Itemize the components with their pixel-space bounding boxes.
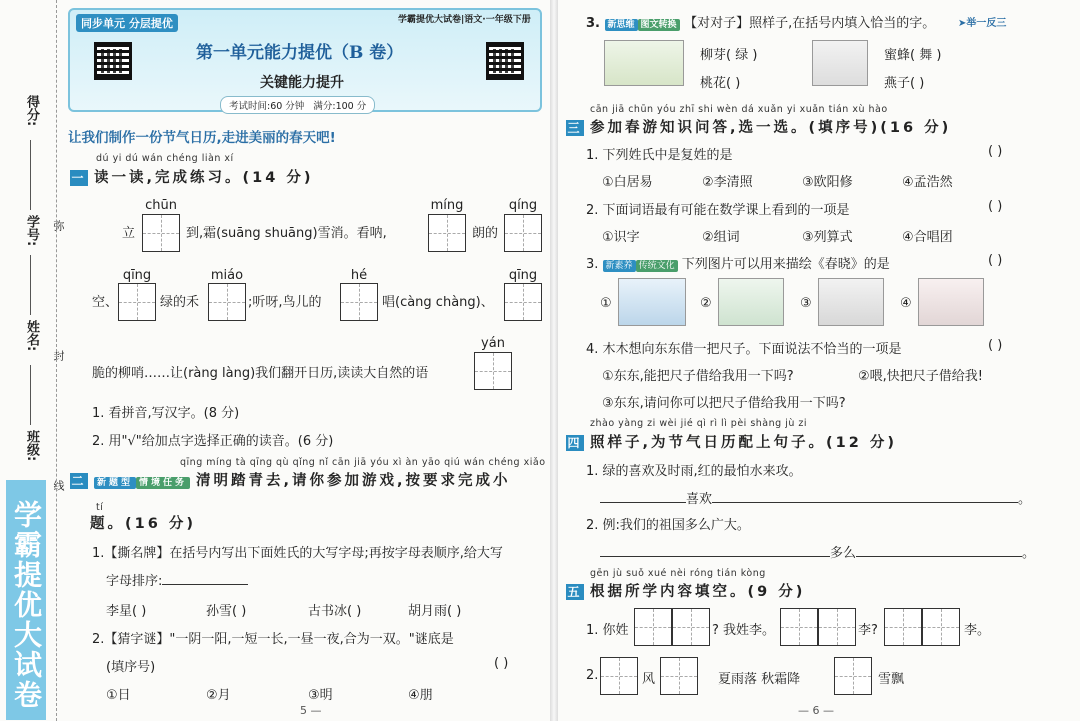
option-picture[interactable] (618, 278, 686, 326)
answer-line (600, 488, 1031, 507)
surname-item[interactable]: 古书冰( ) (308, 604, 362, 619)
fill-text: 风 (642, 672, 656, 687)
fill-text: 1. 你姓 (586, 623, 629, 638)
char-box[interactable] (118, 283, 156, 321)
fill-text: 夏雨落 秋霜降 (718, 672, 801, 687)
exam-time: 考试时间:60 分钟 (229, 101, 305, 112)
section-2-heading (70, 469, 511, 490)
option[interactable]: ③列算式 (802, 230, 853, 245)
option-marker[interactable]: ② (700, 296, 712, 311)
answer-word: 喜欢 (686, 492, 713, 507)
section-4-heading (566, 431, 897, 452)
question: 1. 下列姓氏中是复姓的是 (586, 148, 733, 163)
fill-text: 李。 (964, 623, 991, 638)
option[interactable]: ②月 (206, 688, 231, 703)
couplet-item: 蜜蜂( 舞 ) (884, 48, 942, 63)
pinyin-hint: qīng (122, 268, 152, 283)
question: 2.【猜字谜】"一阴一阳,一短一长,一昼一夜,合为一双。"谜底是 (92, 632, 454, 647)
section-pinyin: qīng míng tà qīng qù qǐng nǐ cān jiā yóu xì àn yāo qiú wán chéng xiǎo (180, 457, 546, 468)
binding-strip (0, 0, 65, 721)
char-box[interactable] (634, 608, 672, 646)
couplet-item[interactable]: 桃花( ) (700, 76, 741, 91)
tag-scenario: 情境任务 (136, 477, 190, 489)
option-picture[interactable] (818, 278, 884, 326)
option[interactable]: ②李清照 (702, 175, 753, 190)
char-box[interactable] (884, 608, 922, 646)
tag-culture: 传统文化 (636, 260, 678, 272)
swallow-picture (812, 40, 868, 86)
tag-new-thinking: 新思维 (605, 19, 638, 31)
section-pinyin: tí (96, 502, 104, 513)
pinyin-hint: míng (430, 198, 464, 213)
question: 1.【撕名牌】在括号内写出下面姓氏的大写字母;再按字母表顺序,给大写 (92, 546, 503, 561)
option[interactable]: ③东东,请问你可以把尺子借给我用一下吗? (602, 396, 846, 411)
tag-picture-text: 图文转换 (638, 19, 680, 31)
answer-blank[interactable] (856, 556, 1022, 557)
section-pinyin: gēn jù suǒ xué nèi róng tián kòng (590, 568, 766, 579)
char-box[interactable] (834, 657, 872, 695)
char-box[interactable] (672, 608, 710, 646)
pinyin-hint: hé (350, 268, 368, 283)
question: 2. 下面词语最有可能在数学课上看到的一项是 (586, 203, 850, 218)
option[interactable]: ④孟浩然 (902, 175, 953, 190)
section-number: 一 (71, 171, 87, 185)
punct: 。 (1018, 492, 1032, 507)
option[interactable]: ②喂,快把尺子借给我! (858, 369, 983, 384)
score-label: 得分: (24, 95, 39, 127)
seal-mark: 弥 (52, 220, 65, 231)
option-marker[interactable]: ① (600, 296, 612, 311)
section-title: 照样子,为节气日历配上句子。(12 分) (590, 435, 897, 451)
q-number: 3. (586, 16, 600, 31)
surname-item[interactable]: 孙雪( ) (206, 604, 247, 619)
question-text: 【对对子】照样子,在括号内填入恰当的字。 (684, 16, 936, 31)
fill-text: 2. (586, 668, 599, 683)
option[interactable]: ①日 (106, 688, 131, 703)
page-number: — 6 — (798, 704, 834, 717)
option[interactable]: ④合唱团 (902, 230, 953, 245)
pinyin-hint: qīng (508, 268, 538, 283)
answer-paren[interactable]: ( ) (988, 199, 1003, 214)
passage-text: ;听呀,鸟儿的 (248, 295, 322, 310)
answer-word: 多么 (830, 546, 857, 561)
question: 1. 绿的喜欢及时雨,红的最怕水来攻。 (586, 464, 802, 479)
brand-logo: 学霸提优大试卷 (6, 480, 46, 720)
option[interactable]: ①东东,能把尺子借给我用一下吗? (602, 369, 794, 384)
qr-code-right[interactable] (486, 42, 524, 80)
char-box[interactable] (660, 657, 698, 695)
section-title: 根据所学内容填空。(9 分) (590, 584, 806, 600)
char-box[interactable] (922, 608, 960, 646)
question: 4. 木木想向东东借一把尺子。下面说法不恰当的一项是 (586, 342, 902, 357)
tag-new-literacy: 新素养 (603, 260, 636, 272)
question: 2. 例:我们的祖国多么广大。 (586, 518, 750, 533)
section-title: 读一读,完成练习。(14 分) (94, 170, 314, 186)
char-box[interactable] (600, 657, 638, 695)
section-title: 参加春游知识问答,选一选。(填序号)(16 分) (590, 120, 952, 136)
class-label: 班级: (24, 430, 39, 462)
extend-link[interactable]: ➤举一反三 (958, 18, 1007, 29)
section-5-heading (566, 580, 805, 601)
q-number: 3. (586, 257, 599, 272)
fill-text: ? 我姓李。 (712, 623, 776, 638)
section-pinyin: zhào yàng zi wèi jié qì rì lì pèi shàng jù zi (590, 418, 807, 429)
answer-blank[interactable] (712, 502, 1018, 503)
char-box[interactable] (504, 214, 542, 252)
char-box[interactable] (208, 283, 246, 321)
option-picture[interactable] (918, 278, 984, 326)
name-label: 姓名: (24, 320, 39, 352)
answer-paren[interactable]: ( ) (988, 144, 1003, 159)
section-pinyin: cān jiā chūn yóu zhī shi wèn dá xuǎn yi xuǎn tián xù hào (590, 104, 888, 115)
option[interactable]: ②组词 (702, 230, 740, 245)
question-text: 字母排序: (106, 574, 163, 589)
char-box[interactable] (474, 352, 512, 390)
char-box[interactable] (818, 608, 856, 646)
passage-text: 立 (122, 226, 136, 241)
answer-line (600, 542, 1035, 561)
passage-text: 脆的柳哨……让(ràng làng)我们翻开日历,读读大自然的语 (92, 366, 429, 381)
willow-picture (604, 40, 684, 86)
passage-text: 绿的禾 (160, 295, 200, 310)
section-3-heading (566, 116, 951, 137)
answer-blank[interactable] (600, 502, 686, 503)
section-number: 五 (567, 585, 583, 599)
answer-blank[interactable] (162, 584, 248, 585)
couplet-item: 柳芽( 绿 ) (700, 48, 758, 63)
question-text: (填序号) (106, 660, 156, 675)
answer-paren[interactable]: ( ) (988, 253, 1003, 268)
char-box[interactable] (428, 214, 466, 252)
section-title: 清明踏青去,请你参加游戏,按要求完成小 (196, 473, 511, 489)
page-number: 5 — (300, 704, 322, 717)
question-3-line (586, 253, 890, 272)
tag-new-type: 新题型 (94, 477, 136, 489)
subtitle: 关键能力提升 (260, 75, 344, 91)
right-q3-heading (586, 12, 935, 31)
pinyin-hint: chūn (145, 198, 177, 213)
pinyin-hint: qíng (508, 198, 538, 213)
section-title-cont: 题。(16 分) (90, 516, 196, 532)
surname-item[interactable]: 李星( ) (106, 604, 147, 619)
fill-text: 李? (858, 623, 878, 638)
char-box[interactable] (340, 283, 378, 321)
question: 2. 用"√"给加点字选择正确的读音。(6 分) (92, 434, 334, 449)
char-box[interactable] (780, 608, 818, 646)
seal-mark: 线 (52, 480, 65, 491)
punct: 。 (1022, 546, 1036, 561)
answer-paren[interactable]: ( ) (494, 656, 509, 671)
passage-text: 唱(càng chàng)、 (382, 295, 494, 310)
option[interactable]: ①白居易 (602, 175, 653, 190)
couplet-item[interactable]: 燕子( ) (884, 76, 925, 91)
passage-text: 朗的 (472, 226, 499, 241)
fill-text: 雪飘 (878, 672, 905, 687)
intro-text: 让我们制作一份节气日历,走进美丽的春天吧! (68, 130, 336, 146)
option-marker[interactable]: ④ (900, 296, 912, 311)
option[interactable]: ③欧阳修 (802, 175, 853, 190)
pinyin-hint: yán (481, 336, 505, 351)
option-marker[interactable]: ③ (800, 296, 812, 311)
unit-tag: 同步单元 分层提优 (76, 14, 178, 32)
answer-paren[interactable]: ( ) (988, 338, 1003, 353)
answer-blank[interactable] (600, 556, 830, 557)
id-label: 学号: (24, 215, 39, 247)
section-1-heading (70, 166, 314, 187)
passage-text: 到,霜(suāng shuāng)雪消。看呐, (186, 226, 387, 241)
option-picture[interactable] (718, 278, 784, 326)
option[interactable]: ①识字 (602, 230, 640, 245)
question-line (106, 570, 248, 589)
section-pinyin: dú yi dú wán chéng liàn xí (96, 153, 234, 164)
exam-info (220, 96, 375, 114)
page-title: 第一单元能力提优（B 卷） (196, 43, 404, 63)
full-score: 满分:100 分 (313, 101, 367, 112)
pinyin-hint: miáo (210, 268, 244, 283)
series-title: 学霸提优大试卷|语文·一年级下册 (398, 15, 531, 25)
option[interactable]: ④朋 (408, 688, 433, 703)
cut-line (56, 0, 57, 721)
char-box[interactable] (504, 283, 542, 321)
section-number: 四 (567, 436, 583, 450)
section-number: 二 (71, 474, 87, 488)
book-spine (550, 0, 558, 721)
option[interactable]: ③明 (308, 688, 333, 703)
qr-code-left[interactable] (94, 42, 132, 80)
question-text: 下列图片可以用来描绘《春晓》的是 (681, 257, 890, 272)
char-box[interactable] (142, 214, 180, 252)
section-number: 三 (567, 121, 583, 135)
seal-mark: 封 (52, 350, 65, 361)
question: 1. 看拼音,写汉字。(8 分) (92, 406, 240, 421)
passage-text: 空、 (92, 295, 119, 310)
surname-item[interactable]: 胡月雨( ) (408, 604, 462, 619)
